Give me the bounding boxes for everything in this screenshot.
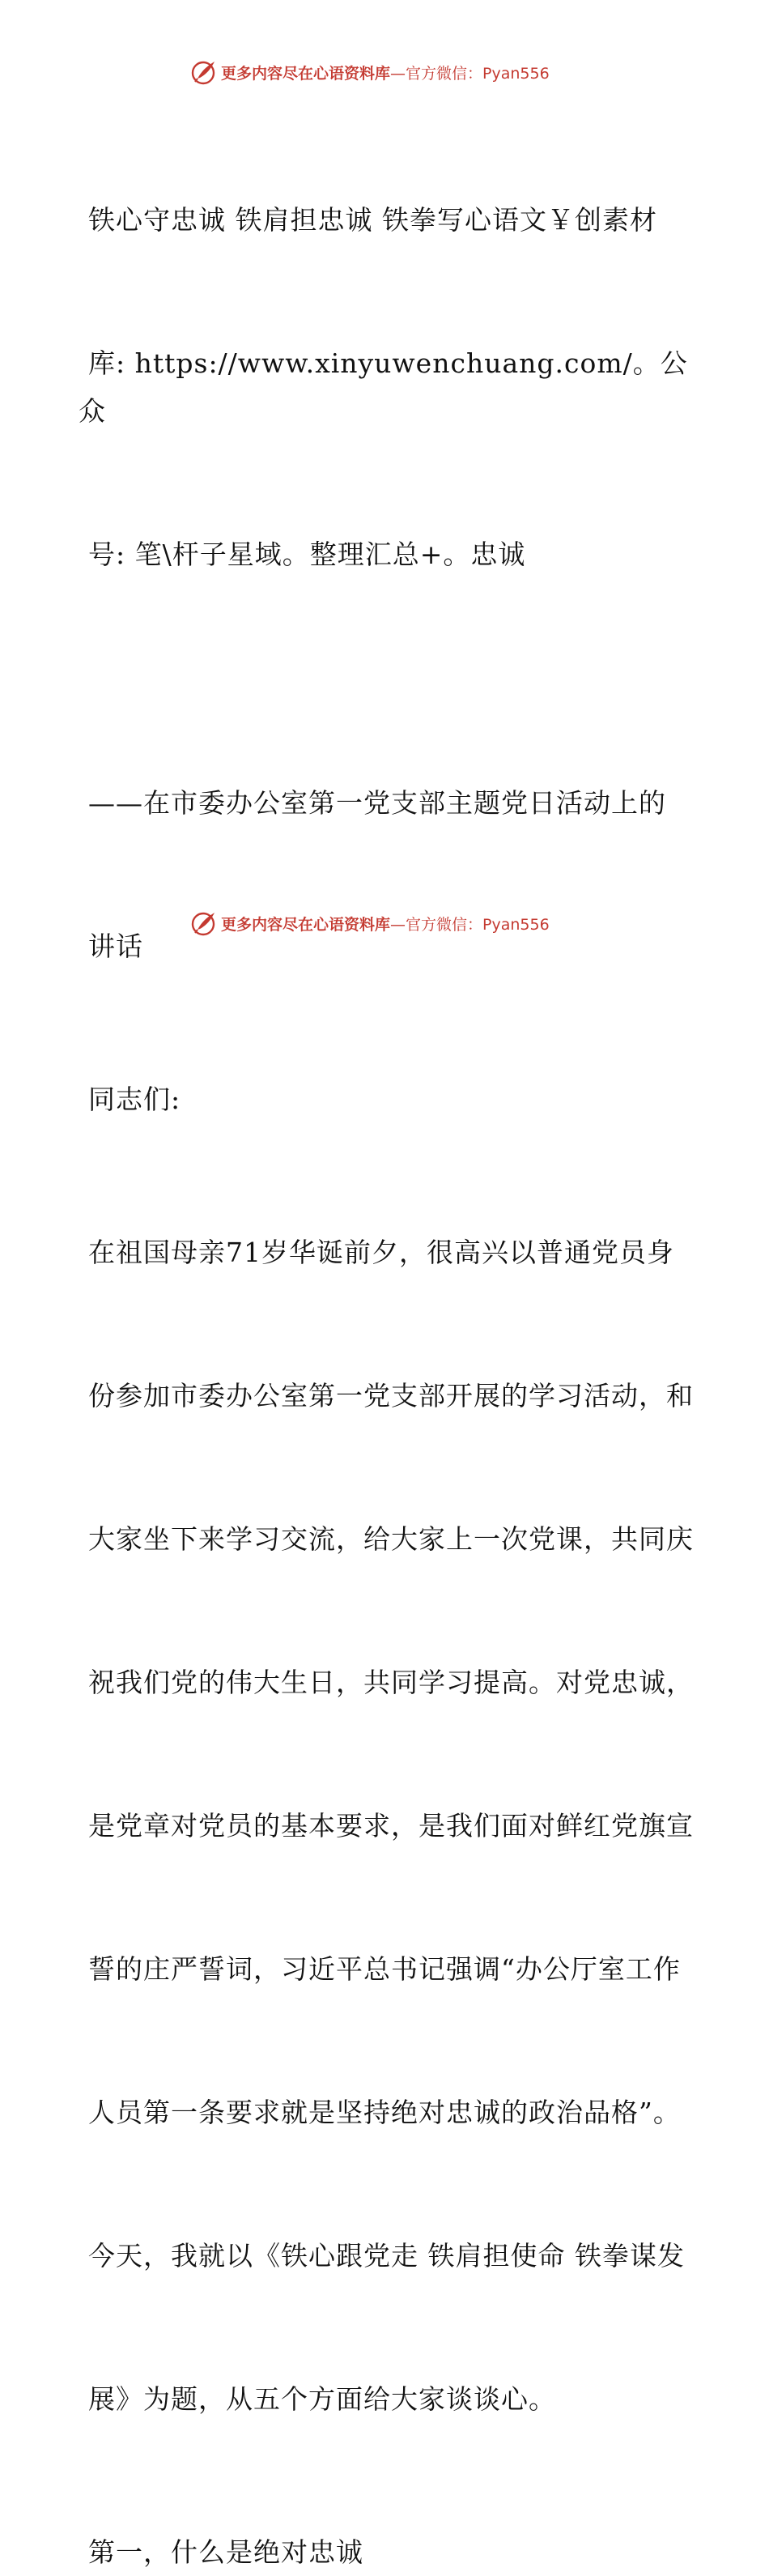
greeting: 同志们: [88,1084,181,1115]
section-heading: 第一，什么是绝对忠诚 [88,2536,363,2568]
body-line: 大家坐下来学习交流，给大家上一次党课，共同庆 [88,1523,694,1555]
body-line: 祝我们党的伟大生日，共同学习提高。对党忠诚， [88,1667,694,1698]
quill-logo-icon [190,909,218,937]
footer-banner [190,909,550,937]
body-line: 人员第一条要求就是坚持绝对忠诚的政治品格”。 [88,2097,681,2128]
document-title [79,100,694,674]
body-paragraph [79,1133,694,2519]
document-subtitle [79,683,694,1066]
title-line: 铁心守忠诚 铁肩担忠诚 铁拳写心语文￥创素材 [88,204,657,236]
subtitle-line: 讲话 [88,930,143,962]
banner-official-account: —官方微信：Pyan556 [390,64,550,83]
body-line: 是党章对党员的基本要求，是我们面对鲜红党旗宣 [88,1810,694,1842]
body-line: 展》为题，从五个方面给大家谈谈心。 [88,2383,556,2415]
quill-logo-icon [190,58,218,86]
banner-official-account: —官方微信：Pyan556 [390,915,550,934]
title-line: 号: 笔\杆子星域。整理汇总+。忠诚 [88,539,526,570]
banner-brand-text: 更多内容尽在心语资料库 [221,64,391,83]
document-body [79,100,694,2576]
banner-brand-text: 更多内容尽在心语资料库 [221,915,391,934]
body-line: 今天，我就以《铁心跟党走 铁肩担使命 铁拳谋发 [88,2240,685,2272]
subtitle-line: ——在市委办公室第一党支部主题党日活动上的 [88,787,666,819]
title-line: 库: https://www.xinyuwenchuang.com/。公众 [79,347,688,427]
body-line: 在祖国母亲71岁华诞前夕，很高兴以普通党员身 [88,1237,674,1268]
body-line: 份参加市委办公室第一党支部开展的学习活动，和 [88,1380,694,1411]
body-line: 誓的庄严誓词，习近平总书记强调“办公厅室工作 [88,1953,681,1985]
header-banner [190,58,550,86]
